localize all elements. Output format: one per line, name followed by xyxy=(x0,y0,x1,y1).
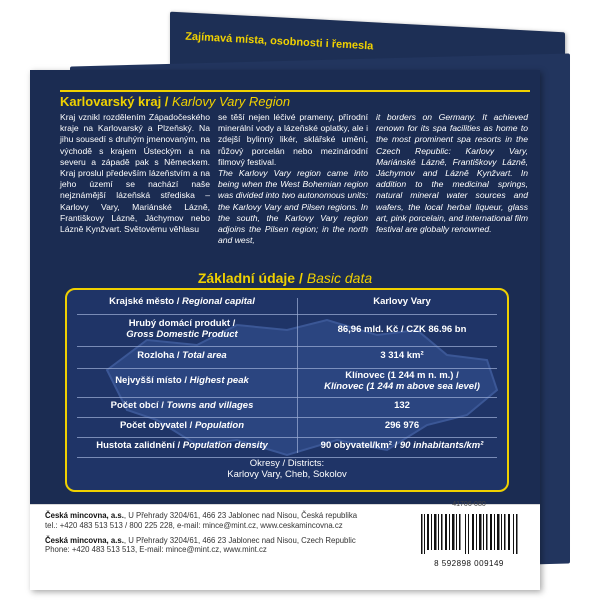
row-separator xyxy=(77,397,497,398)
row-value: 3 314 km² xyxy=(380,350,424,361)
row-label: Hustota zalidnění / Population density xyxy=(96,440,268,451)
row-label: Nejvyšší místo / Highest peak xyxy=(115,375,249,386)
back-page-title: Zajímavá místa, osobnosti i řemesla xyxy=(184,30,374,53)
row-value: 132 xyxy=(394,400,410,411)
basic-data-heading xyxy=(30,270,540,286)
publisher-imprint: Česká mincovna, a.s., U Přehrady 3204/61, 466 23 Jablonec nad Nisou, Česká republika tel.: +420 483 513 513 / 800 225 228, e-mail: mince@mint.cz, www.ceskamincovna.cz Česká mincovna, a.s., U Přehrady 3204/61, 466 23 Jablonec nad Nisou, Czech Republic Phone: +420 483 513 513, E-mail: mince@mint.cz, www.mint.cz xyxy=(45,511,358,555)
row-label: Krajské město / Regional capital xyxy=(109,296,255,307)
text-column-2 xyxy=(218,112,368,246)
barcode xyxy=(416,501,522,568)
districts-label: Okresy / Districts: xyxy=(249,458,325,469)
heading-separator: / xyxy=(161,94,173,109)
text-column-1: Kraj vznikl rozdělením Západočeského kraje na Karlovarský a Plzeňský. Na jihu sousedí s druhým jmenovaným, na východě s krajem Ústeckým a na severu a západě pak s Německem. Kraj proslul především lázeňstvím a na jeho území se nachází naše nejznámější lázeňská střediska – Karlovy Vary, Mariánské Lázně, Františkovy Lázně, Jáchymov nebo Lázně Kynžvart. Světovému věhlasu xyxy=(60,112,210,235)
row-label: Rozloha / Total area xyxy=(137,350,227,361)
heading-rule xyxy=(60,90,530,92)
heading-en: Karlovy Vary Region xyxy=(172,94,291,109)
folder-front-page xyxy=(30,70,540,590)
row-separator xyxy=(77,368,497,369)
barcode-bars xyxy=(419,514,519,554)
districts-value: Karlovy Vary, Cheb, Sokolov xyxy=(227,469,347,480)
row-value: 90 obyvatel/km² / 90 inhabitants/km² xyxy=(320,440,484,451)
row-separator xyxy=(77,346,497,347)
subheading-cz: Základní údaje xyxy=(197,270,296,286)
districts xyxy=(67,458,507,480)
row-value: Klínovec (1 244 m n. m.) / Klínovec (1 244 m above sea level) xyxy=(324,370,480,392)
row-value: 86,96 mld. Kč / CZK 86.96 bn xyxy=(337,324,467,335)
row-value: 296 976 xyxy=(384,420,420,431)
row-separator xyxy=(77,314,497,315)
row-separator xyxy=(77,417,497,418)
row-label: Hrubý domácí produkt / Gross Domestic Product xyxy=(126,318,238,340)
heading-cz: Karlovarský kraj xyxy=(60,94,162,109)
text-column-3: it borders on Germany. It achieved renown for its spa facilities as home to the most prominent spa resorts in the Czech Republic: Karlovy Vary, Mariánské Lázně, Františkovy Lázně, Jáchymov and Lázně Kynžvart. In addition to the medicinal springs, natural mineral water sources and wafers, the local herbal liqueur, glass art, pink porcelain, and international film festival are globally renowned. xyxy=(376,112,528,235)
barcode-number: 8 592898 009149 xyxy=(434,559,504,568)
table-row xyxy=(67,350,507,370)
basic-data-table xyxy=(65,288,509,492)
table-row xyxy=(67,296,507,316)
subheading-separator: / xyxy=(295,270,307,286)
table-row xyxy=(67,318,507,344)
row-label: Počet obyvatel / Population xyxy=(119,420,245,431)
subheading-en: Basic data xyxy=(306,270,373,286)
product-code: 41706-080 xyxy=(452,501,486,508)
row-separator xyxy=(77,437,497,438)
row-label: Počet obcí / Towns and villages xyxy=(110,400,254,411)
column2-english-text: The Karlovy Vary region came into being when the West Bohemian region was divided into two autonomous units: the Karlovy Vary and Pilsen regions. In the south, the Karlovy Vary region adjoins the Pilsen region; in the north and west, xyxy=(218,168,368,246)
imprint-area xyxy=(30,501,540,590)
page-heading xyxy=(60,94,290,109)
column2-czech-text: se těší nejen léčivé prameny, přírodní minerální vody a lázeňské oplatky, ale i zdejší bylinný likér, sklářské umění, růžový porcelán nebo mezinárodní filmový festival. xyxy=(218,112,368,167)
row-value: Karlovy Vary xyxy=(373,296,431,307)
table-row xyxy=(67,370,507,396)
